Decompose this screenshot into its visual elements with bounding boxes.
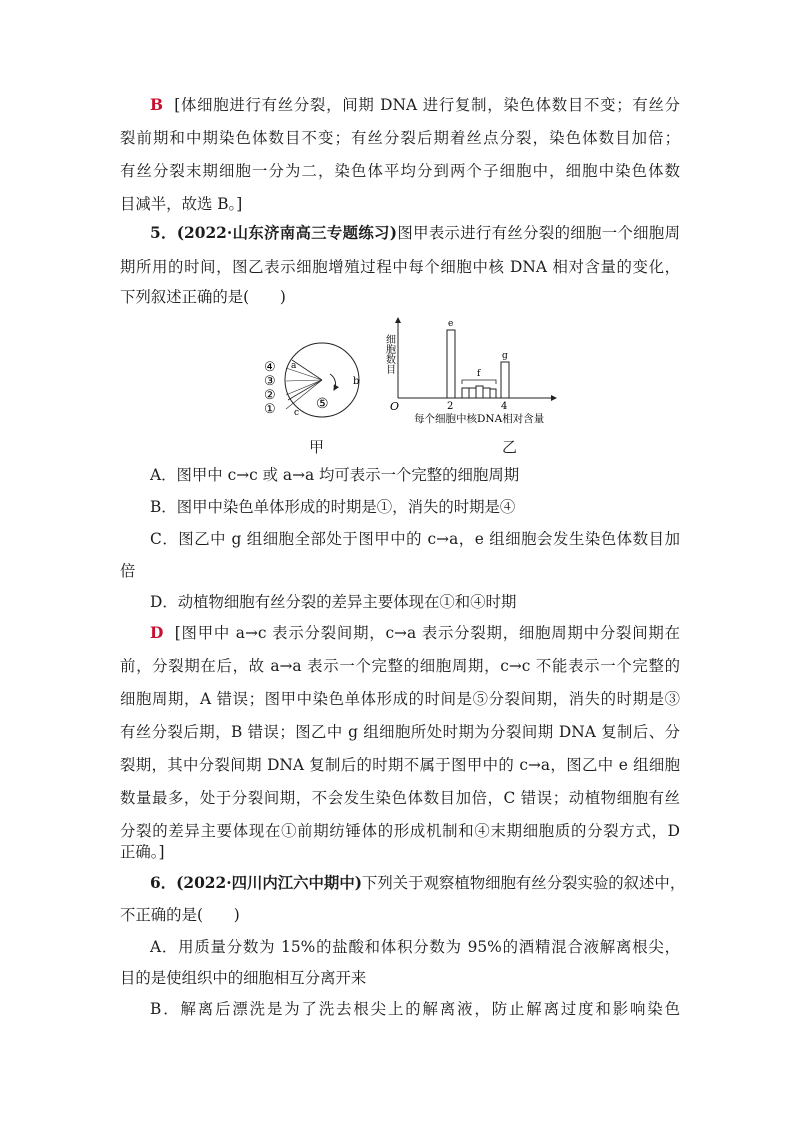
tick-2-label: 2 [447,401,454,412]
bar-f-3 [476,386,483,398]
q5-explanation-line-3: 细胞周期，A 错误；图甲中染色单体形成的时间是⑤分裂间期，消失的时期是③ [120,690,680,708]
q5-explanation-line-7: 分裂的差异主要体现在①前期纺锤体的形成机制和④末期细胞质的分裂方式，D [120,822,680,840]
q5-explanation-line-6: 数量最多，处于分裂间期，不会发生染色体数目加倍，C 错误；动植物细胞有丝 [120,789,680,807]
q5-explanation-line-2: 前，分裂期在后，故 a→a 表示一个完整的细胞周期，c→c 不能表示一个完整的 [120,657,680,675]
origin-label: O [390,400,400,413]
x-axis-label: 每个细胞中核DNA相对含量 [414,413,545,425]
q4-answer-letter: B [150,96,164,114]
option-letter: B． [150,1000,181,1018]
yi-histogram [384,318,557,425]
q6-stem-line-2: 不正确的是( ) [120,906,240,924]
bar-f-4 [483,388,490,398]
q5-answer-letter: D [150,624,164,642]
q4-explanation-line-3: 有丝分裂末期细胞一分为二，染色体平均分到两个子细胞中，细胞中染色体数 [120,162,680,180]
phase-3-label: ③ [264,374,276,389]
point-a-label: a [291,361,297,371]
f-bracket [462,380,496,384]
phase-1-label: ① [264,402,276,417]
tick-4-label: 4 [501,401,508,412]
figure-jia-caption: 甲 [309,438,325,456]
q5-option-b: B．图甲中染色单体形成的时期是①，消失的时期是④ [150,498,516,516]
q5-option-c-cont: 倍 [120,562,136,580]
q4-explanation-line-2: 裂前期和中期染色体数目不变；有丝分裂后期着丝点分裂，染色体数目加倍； [120,129,680,147]
phase-5-label: ⑤ [316,396,329,412]
leader-3 [286,380,322,381]
y-axis-label: 细胞数目 [383,334,395,374]
option-letter: C． [150,530,179,548]
q4-explanation-line-1: B [体细胞进行有丝分裂，间期 DNA 进行复制，染色体数目不变；有丝分 [150,96,680,114]
option-letter: A． [150,938,179,956]
group-e-label: e [448,319,454,329]
q5-explanation-line-5: 裂期，其中分裂间期 DNA 复制后的时期不属于图甲中的 c→a，图乙中 e 组细胞 [120,756,680,774]
q5-source: (2022·山东济南高三专题练习) [176,224,398,242]
q5-explanation-line-4: 有丝分裂后期，B 错误；图乙中 g 组细胞所处时期为分裂间期 DNA 复制后、分 [120,723,680,741]
group-g-label: g [502,351,508,361]
bar-g [501,362,509,398]
q6-stem-line-1: 6．(2022·四川内江六中期中)下列关于观察植物细胞有丝分裂实验的叙述中， [150,874,686,892]
q5-stem-line-2: 期所用的时间，图乙表示细胞增殖过程中每个细胞中核 DNA 相对含量的变化， [120,258,680,276]
q5-option-a: A．图甲中 c→c 或 a→a 均可表示一个完整的细胞周期 [150,466,520,484]
group-f-label: f [477,369,481,379]
q5-explanation-line-8: 正确。] [120,843,165,861]
phase-4-label: ④ [264,360,276,375]
q6-number: 6． [150,874,177,892]
q5-number: 5． [150,224,177,242]
q6-source: (2022·四川内江六中期中) [176,874,362,892]
q5-stem-line-3: 下列叙述正确的是( ) [120,288,286,306]
jia-cycle-diagram [264,343,359,418]
bar-f-1 [462,388,469,398]
q4-explanation-line-4: 目减半，故选 B。] [120,195,243,213]
direction-arrow [330,374,336,390]
option-letter: A． [150,466,177,484]
leader-2 [286,380,322,395]
q6-option-a-cont: 目的是使组织中的细胞相互分离开来 [120,969,367,987]
arc-b-label: b [353,376,360,387]
figure-yi-caption: 乙 [502,438,518,456]
phase-2-label: ② [264,388,276,403]
radius-a [292,360,322,380]
q5-option-d: D．动植物细胞有丝分裂的差异主要体现在①和④时期 [150,593,517,611]
point-c-label: c [294,408,300,418]
bar-e [447,330,455,398]
q5-option-c: C．图乙中 g 组细胞全部处于图甲中的 c→a，e 组细胞会发生染色体数目加 [150,530,680,548]
option-letter: B． [150,498,177,516]
option-letter: D． [150,593,178,611]
q6-option-b: B．解离后漂洗是为了洗去根尖上的解离液，防止解离过度和影响染色 [150,1000,680,1018]
q6-option-a: A．用质量分数为 15%的盐酸和体积分数为 95%的酒精混合液解离根尖， [150,938,681,956]
q5-stem-line-1: 5．(2022·山东济南高三专题练习)图甲表示进行有丝分裂的细胞一个细胞周 [150,224,680,242]
bar-f-5 [490,389,496,398]
q5-explanation-line-1: D [图甲中 a→c 表示分裂间期，c→a 表示分裂期，细胞周期中分裂间期在 [150,624,680,642]
bar-f-2 [469,388,476,398]
